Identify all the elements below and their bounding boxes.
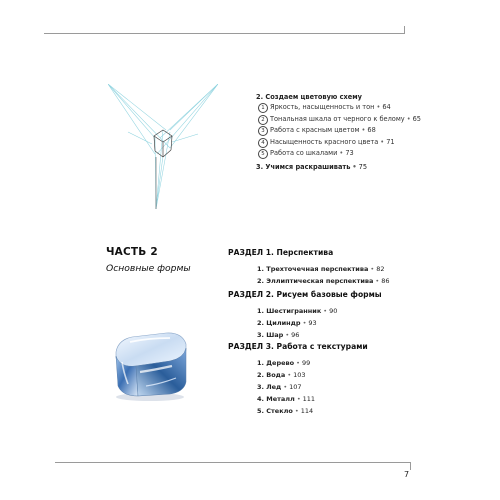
bullet-icon: • <box>294 407 299 415</box>
bullet-icon: • <box>339 149 344 158</box>
toc-item-label: Работа с красным цветом <box>270 126 360 135</box>
toc-item-label: 2. Вода <box>257 371 286 379</box>
toc-item-label: 1. Трехточечная перспектива <box>257 265 369 273</box>
part-title: ЧАСТЬ 2 <box>106 246 158 258</box>
section-title[interactable]: РАЗДЕЛ 1. Перспектива <box>228 248 334 257</box>
toc-item-page: 64 <box>382 103 391 111</box>
bullet-icon: • <box>380 137 385 146</box>
toc-item-page: 107 <box>289 383 302 391</box>
bullet-icon: • <box>302 319 307 327</box>
toc-item-label: 2. Эллиптическая перспектива <box>257 277 374 285</box>
toc-item-page: 73 <box>345 149 354 158</box>
bullet-icon: • <box>352 162 357 171</box>
toc-item-label: 2. Цилиндр <box>257 319 301 327</box>
toc-item[interactable] <box>256 148 456 160</box>
bullet-icon: • <box>287 371 292 379</box>
page-number: 7 <box>404 470 410 479</box>
bullet-icon: • <box>285 331 290 339</box>
section-perspective <box>228 248 448 287</box>
toc-item[interactable] <box>257 393 448 405</box>
toc-item-label: 5. Стекло <box>257 407 293 415</box>
top-rule-hook <box>404 26 405 34</box>
ice-cube-illustration <box>110 326 190 402</box>
toc-heading-label: 3. Учимся раскрашивать <box>256 162 351 171</box>
toc-item[interactable] <box>256 137 456 149</box>
bottom-rule <box>55 462 410 463</box>
toc-item[interactable] <box>256 102 456 114</box>
toc-item-label: Работа со шкалами <box>270 149 338 158</box>
toc-item-label: Яркость, насыщенность и тон <box>270 103 375 111</box>
toc-item-page: 68 <box>367 126 376 135</box>
perspective-illustration <box>108 84 218 214</box>
toc-item-page: 111 <box>302 395 316 403</box>
toc-item[interactable] <box>257 357 448 369</box>
bullet-icon: • <box>406 114 411 123</box>
toc-item-page: 114 <box>300 407 314 415</box>
toc-item-page: 82 <box>376 265 385 273</box>
bullet-icon: • <box>375 277 380 285</box>
toc-item-page: 86 <box>381 277 390 285</box>
toc-item-label: Насыщенность красного цвета <box>270 137 379 146</box>
toc-item-label: Тональная шкала от черного к белому <box>270 114 405 123</box>
toc-item-label: 3. Шар <box>257 331 284 339</box>
toc-item[interactable] <box>256 114 456 126</box>
section-basic-forms <box>228 290 448 341</box>
bullet-icon: • <box>361 126 366 135</box>
toc-item-page: 90 <box>329 307 338 315</box>
toc-item-page: 65 <box>412 114 421 123</box>
toc-item-page: 96 <box>291 331 300 339</box>
toc-item[interactable] <box>257 317 448 329</box>
circled-number-icon: 5 <box>258 149 268 159</box>
circled-number-icon: 3 <box>258 126 268 136</box>
toc-item-label: 1. Дерево <box>257 359 295 367</box>
circled-number-icon: 4 <box>258 138 268 148</box>
section-title[interactable]: РАЗДЕЛ 2. Рисуем базовые формы <box>228 290 382 299</box>
toc-item-page: 93 <box>308 319 317 327</box>
toc-item[interactable] <box>257 329 448 341</box>
bullet-icon: • <box>323 307 328 315</box>
section-textures <box>228 342 448 417</box>
bullet-icon: • <box>283 383 288 391</box>
toc-item[interactable] <box>257 263 448 275</box>
circled-number-icon: 1 <box>258 103 268 113</box>
toc-heading-color-scheme[interactable]: 2. Создаем цветовую схему <box>256 93 362 101</box>
bullet-icon: • <box>296 395 301 403</box>
toc-item-page: 99 <box>301 359 311 367</box>
toc-item[interactable] <box>257 369 448 381</box>
toc-item[interactable] <box>257 275 448 287</box>
bottom-rule-hook <box>410 462 411 470</box>
bullet-icon: • <box>376 103 381 111</box>
top-rule <box>44 33 404 34</box>
toc-item-page: 71 <box>386 137 395 146</box>
bullet-icon: • <box>296 359 300 367</box>
toc-heading-coloring[interactable] <box>256 163 456 172</box>
toc-item[interactable] <box>256 125 456 137</box>
toc-item-label: 3. Лед <box>257 383 282 391</box>
toc-item[interactable] <box>257 381 448 393</box>
toc-heading-page: 75 <box>358 162 368 171</box>
toc-item-page: 103 <box>293 371 306 379</box>
toc-item[interactable] <box>257 405 448 417</box>
circled-number-icon: 2 <box>258 115 268 125</box>
part-subtitle: Основные формы <box>106 263 191 274</box>
chapter-toc <box>256 93 456 172</box>
toc-item[interactable] <box>257 305 448 317</box>
section-title[interactable]: РАЗДЕЛ 3. Работа с текстурами <box>228 342 368 351</box>
toc-item-label: 1. Шестигранник <box>257 307 322 315</box>
bullet-icon: • <box>370 265 375 273</box>
toc-item-label: 4. Металл <box>257 395 295 403</box>
